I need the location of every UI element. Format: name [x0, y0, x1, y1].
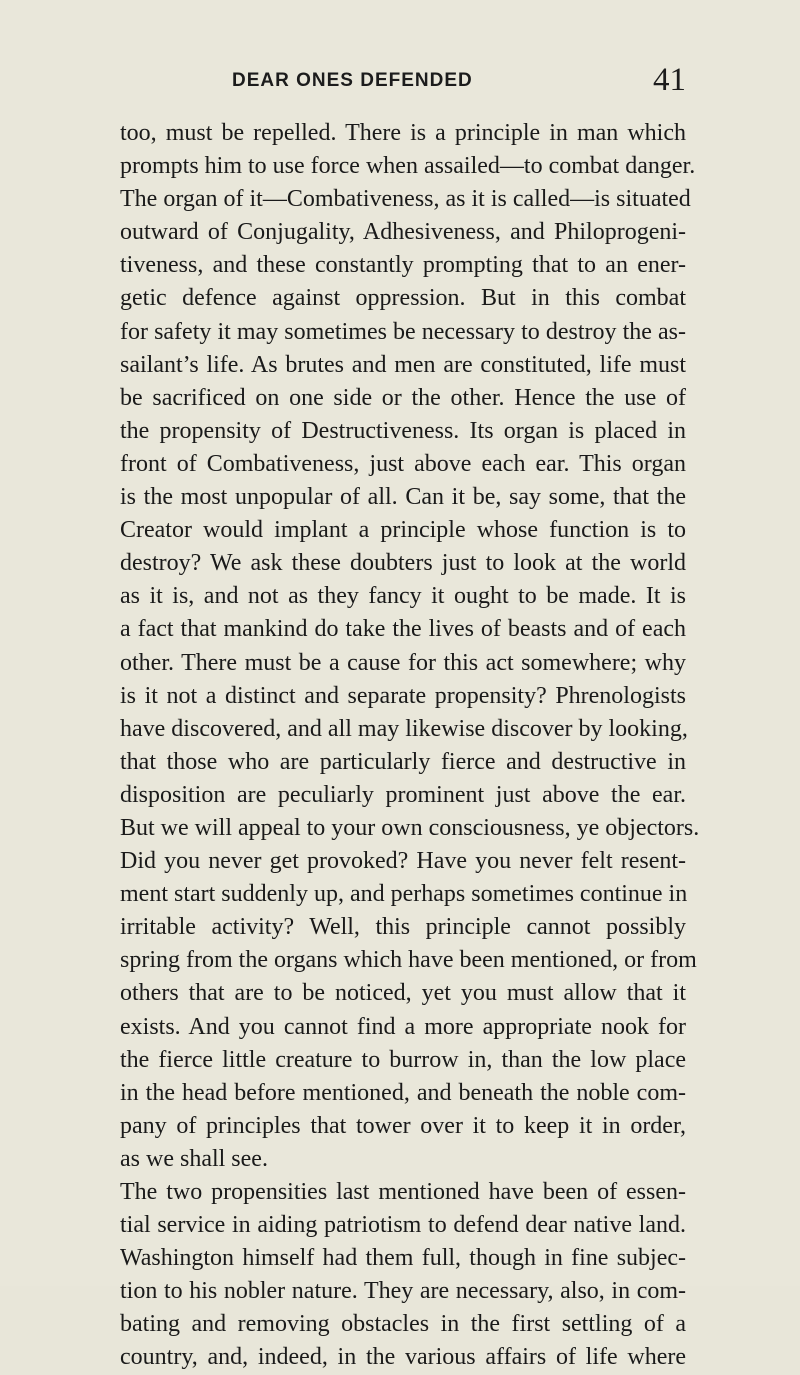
text-line: spring from the organs which have been mentioned, or from: [120, 947, 697, 974]
text-line: other. There must be a cause for this act somewhere; why: [120, 649, 686, 676]
text-line: as it is, and not as they fancy it ought to be made. It is: [120, 583, 686, 610]
text-line: exists. And you cannot find a more appropriate nook for: [120, 1013, 686, 1040]
text-line: that those who are particularly fierce and destructive in: [120, 748, 686, 775]
text-line: Washington himself had them full, though in fine subjec-: [120, 1245, 686, 1272]
text-line: The two propensities last mentioned have been of essen-: [120, 1179, 686, 1205]
text-line: outward of Conjugality, Adhesiveness, and Philoprogeni-: [120, 219, 686, 246]
text-line: The organ of it—Combativeness, as it is called—is situated: [120, 186, 691, 213]
text-line: have discovered, and all may likewise discover by looking,: [120, 715, 688, 742]
text-line: as we shall see.: [120, 1145, 268, 1172]
running-head: [120, 62, 686, 102]
text-line: is it not a distinct and separate propensity? Phrenologists: [120, 682, 686, 709]
text-line: country, and, indeed, in the various affairs of life where: [120, 1344, 686, 1371]
text-line: Creator would implant a principle whose function is to: [120, 517, 686, 544]
text-line: ment start suddenly up, and perhaps sometimes continue in: [120, 881, 688, 908]
text-line: pany of principles that tower over it to keep it in order,: [120, 1112, 686, 1139]
text-line: destroy? We ask these doubters just to look at the world: [120, 550, 686, 577]
text-line: tial service in aiding patriotism to defend dear native land.: [120, 1212, 686, 1239]
page-number: 41: [653, 62, 686, 98]
text-line: others that are to be noticed, yet you must allow that it: [120, 980, 686, 1007]
text-line: prompts him to use force when assailed—to combat danger.: [120, 153, 696, 180]
text-line: Did you never get provoked? Have you never felt resent-: [120, 848, 686, 875]
text-line: disposition are peculiarly prominent just above the ear.: [120, 781, 686, 808]
text-line: front of Combativeness, just above each ear. This organ: [120, 450, 686, 477]
text-line: in the head before mentioned, and beneath the noble com-: [120, 1079, 686, 1106]
text-line: too, must be repelled. There is a principle in man which: [120, 120, 686, 146]
text-line: be sacrificed on one side or the other. Hence the use of: [120, 384, 686, 411]
text-line: the fierce little creature to burrow in, than the low place: [120, 1046, 686, 1073]
text-line: for safety it may sometimes be necessary to destroy the as-: [120, 318, 686, 345]
running-title: DEAR ONES DEFENDED: [232, 70, 473, 91]
text-line: getic defence against oppression. But in this combat: [120, 285, 686, 312]
text-line: But we will appeal to your own consciousness, ye objectors.: [120, 814, 700, 841]
text-line: sailant’s life. As brutes and men are constituted, life must: [120, 351, 686, 378]
text-line: bating and removing obstacles in the first settling of a: [120, 1311, 686, 1338]
body-text: [120, 117, 700, 1375]
text-line: is the most unpopular of all. Can it be, say some, that the: [120, 484, 686, 511]
text-line: tiveness, and these constantly prompting that to an ener-: [120, 252, 686, 279]
text-line: a fact that mankind do take the lives of beasts and of each: [120, 616, 686, 643]
text-line: tion to his nobler nature. They are necessary, also, in com-: [120, 1278, 686, 1305]
text-line: irritable activity? Well, this principle cannot possibly: [120, 914, 686, 941]
text-line: the propensity of Destructiveness. Its organ is placed in: [120, 417, 686, 444]
